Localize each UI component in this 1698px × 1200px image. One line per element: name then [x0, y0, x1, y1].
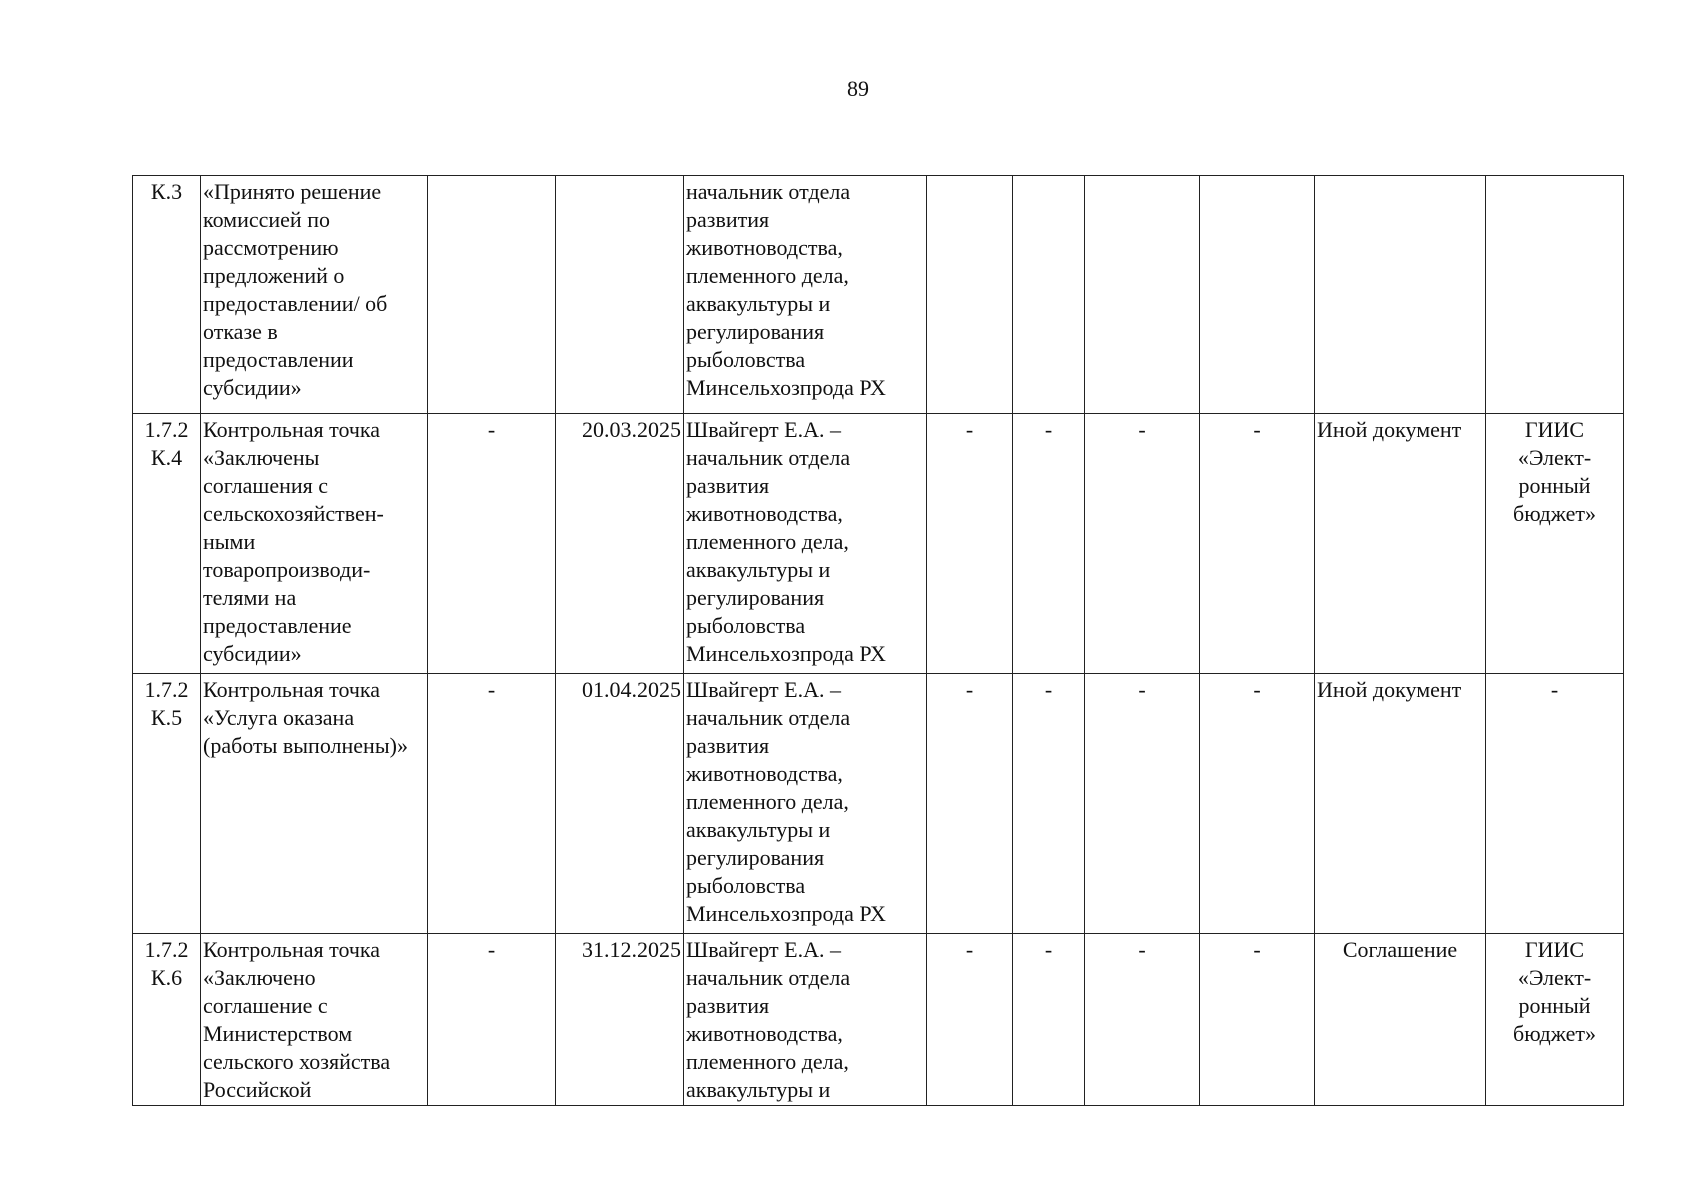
row-col8-cell: - [1085, 674, 1200, 934]
row-col7-cell: - [1013, 674, 1085, 934]
row-col9-cell: - [1200, 934, 1315, 1106]
row-document-cell: Иной документ [1315, 414, 1486, 674]
row-date-cell: 20.03.2025 [556, 414, 684, 674]
row-col8-cell [1085, 176, 1200, 414]
row-name-cell: Контрольная точка «Заключены соглашения с сельскохозяйствен-ными товаропроизводи-телями на предоставление субсидии» [201, 414, 428, 674]
row-col7-cell: - [1013, 414, 1085, 674]
row-date-cell [556, 176, 684, 414]
row-col9-cell: - [1200, 414, 1315, 674]
row-responsible-cell: Швайгерт Е.А. – начальник отдела развития животноводства, племенного дела, аквакультуры и регулирования рыболовства Минсельхозпрода РХ [684, 674, 927, 934]
row-name-cell: Контрольная точка «Заключено соглашение с Министерством сельского хозяйства Российской [201, 934, 428, 1106]
row-document-cell: Иной документ [1315, 674, 1486, 934]
row-number-cell [133, 176, 201, 414]
row-name-cell: «Принято решение комиссией по рассмотрению предложений о предоставлении/ об отказе в предоставлении субсидии» [201, 176, 428, 414]
row-responsible-cell: Швайгерт Е.А. – начальник отдела развития животноводства, племенного дела, аквакультуры и регулирования рыболовства Минсельхозпрода РХ [684, 414, 927, 674]
row-col3-cell: - [428, 674, 556, 934]
row-system-cell [1486, 176, 1624, 414]
page-number: 89 [847, 76, 869, 101]
table-row [133, 934, 1624, 1106]
row-col6-cell: - [927, 934, 1013, 1106]
row-number-cell [133, 934, 201, 1106]
row-responsible-cell: Швайгерт Е.А. – начальник отдела развития животноводства, племенного дела, аквакультуры и [684, 934, 927, 1106]
row-col8-cell: - [1085, 414, 1200, 674]
row-number-line2: К.6 [150, 965, 183, 990]
row-col6-cell: - [927, 414, 1013, 674]
row-responsible-cell: начальник отдела развития животноводства, племенного дела, аквакультуры и регулирования рыболовства Минсельхозпрода РХ [684, 176, 927, 414]
row-date-cell: 31.12.2025 [556, 934, 684, 1106]
row-system-cell: ГИИС «Элект-ронный бюджет» [1486, 934, 1624, 1106]
row-number-cell [133, 414, 201, 674]
row-number-line1: 1.7.2 [144, 677, 189, 702]
row-col3-cell [428, 176, 556, 414]
row-system-cell: ГИИС «Элект-ронный бюджет» [1486, 414, 1624, 674]
row-col6-cell: - [927, 674, 1013, 934]
row-number-line1: 1.7.2 [144, 417, 189, 442]
row-number-line2: К.4 [150, 445, 183, 470]
table-row [133, 674, 1624, 934]
row-document-cell [1315, 176, 1486, 414]
table-row [133, 414, 1624, 674]
row-col8-cell: - [1085, 934, 1200, 1106]
row-col7-cell [1013, 176, 1085, 414]
row-col9-cell: - [1200, 674, 1315, 934]
row-number-cell [133, 674, 201, 934]
row-col3-cell: - [428, 934, 556, 1106]
row-document-cell: Соглашение [1315, 934, 1486, 1106]
row-date-cell: 01.04.2025 [556, 674, 684, 934]
row-col6-cell [927, 176, 1013, 414]
row-col7-cell: - [1013, 934, 1085, 1106]
row-number-line1: 1.7.2 [144, 937, 189, 962]
row-number-line2: К.5 [150, 705, 183, 730]
table-row [133, 176, 1624, 414]
row-system-cell: - [1486, 674, 1624, 934]
row-number-line1: К.3 [150, 179, 183, 204]
row-name-cell: Контрольная точка «Услуга оказана (работы выполнены)» [201, 674, 428, 934]
row-col3-cell: - [428, 414, 556, 674]
control-points-table [132, 175, 1624, 1106]
row-col9-cell [1200, 176, 1315, 414]
